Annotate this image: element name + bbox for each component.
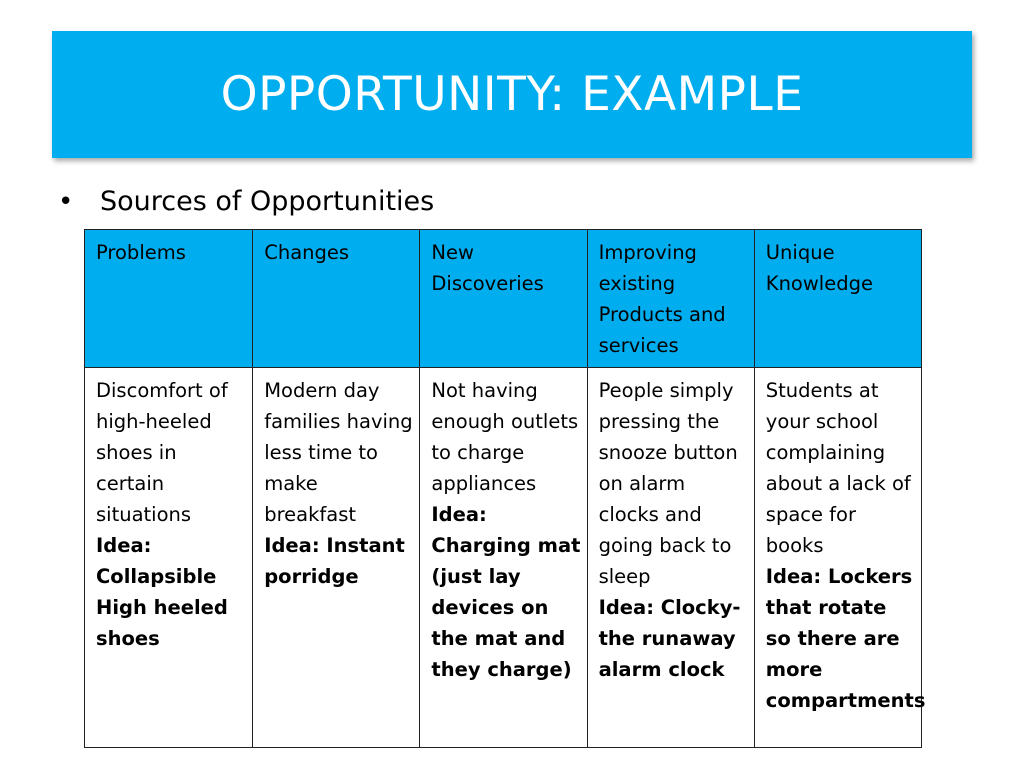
cell-description: Discomfort of high-heeled shoes in certain situations bbox=[96, 379, 228, 526]
cell-description: Not having enough outlets to charge appliances bbox=[431, 379, 579, 495]
cell-description: Modern day families having less time to make breakfast bbox=[264, 379, 413, 526]
cell-description: People simply pressing the snooze button on alarm clocks and going back to sleep bbox=[598, 379, 738, 588]
header-cell-changes: Changes bbox=[253, 230, 420, 368]
table-cell-problems bbox=[85, 368, 253, 748]
header-cell-problems: Problems bbox=[85, 230, 253, 368]
table-cell-new-discoveries bbox=[420, 368, 587, 748]
title-bar bbox=[52, 31, 972, 158]
table-header-row bbox=[85, 230, 922, 368]
cell-idea: Idea: Charging mat (just lay devices on the mat and they charge) bbox=[431, 503, 581, 681]
cell-idea: Idea: Lockers that rotate so there are more compartments bbox=[765, 565, 926, 712]
opportunities-table bbox=[84, 229, 926, 748]
header-cell-new-discoveries: New Discoveries bbox=[420, 230, 587, 368]
cell-idea: Idea: Clocky- the runaway alarm clock bbox=[598, 596, 741, 681]
table-row bbox=[85, 368, 922, 748]
slide-title: OPPORTUNITY: EXAMPLE bbox=[220, 67, 804, 122]
cell-idea: Idea: Instant porridge bbox=[264, 534, 405, 588]
table-cell-changes bbox=[253, 368, 420, 748]
bullet-text: Sources of Opportunities bbox=[100, 186, 435, 217]
cell-description: Students at your school complaining about a lack of space for books bbox=[765, 379, 911, 557]
bullet-item bbox=[58, 186, 434, 217]
cell-idea: Idea: Collapsible High heeled shoes bbox=[96, 534, 228, 650]
table-cell-unique-knowledge bbox=[754, 368, 926, 748]
bullet-icon: • bbox=[58, 186, 74, 217]
table-cell-improving bbox=[587, 368, 754, 748]
header-cell-unique-knowledge: Unique Knowledge bbox=[754, 230, 921, 368]
header-cell-improving: Improving existing Products and services bbox=[587, 230, 754, 368]
